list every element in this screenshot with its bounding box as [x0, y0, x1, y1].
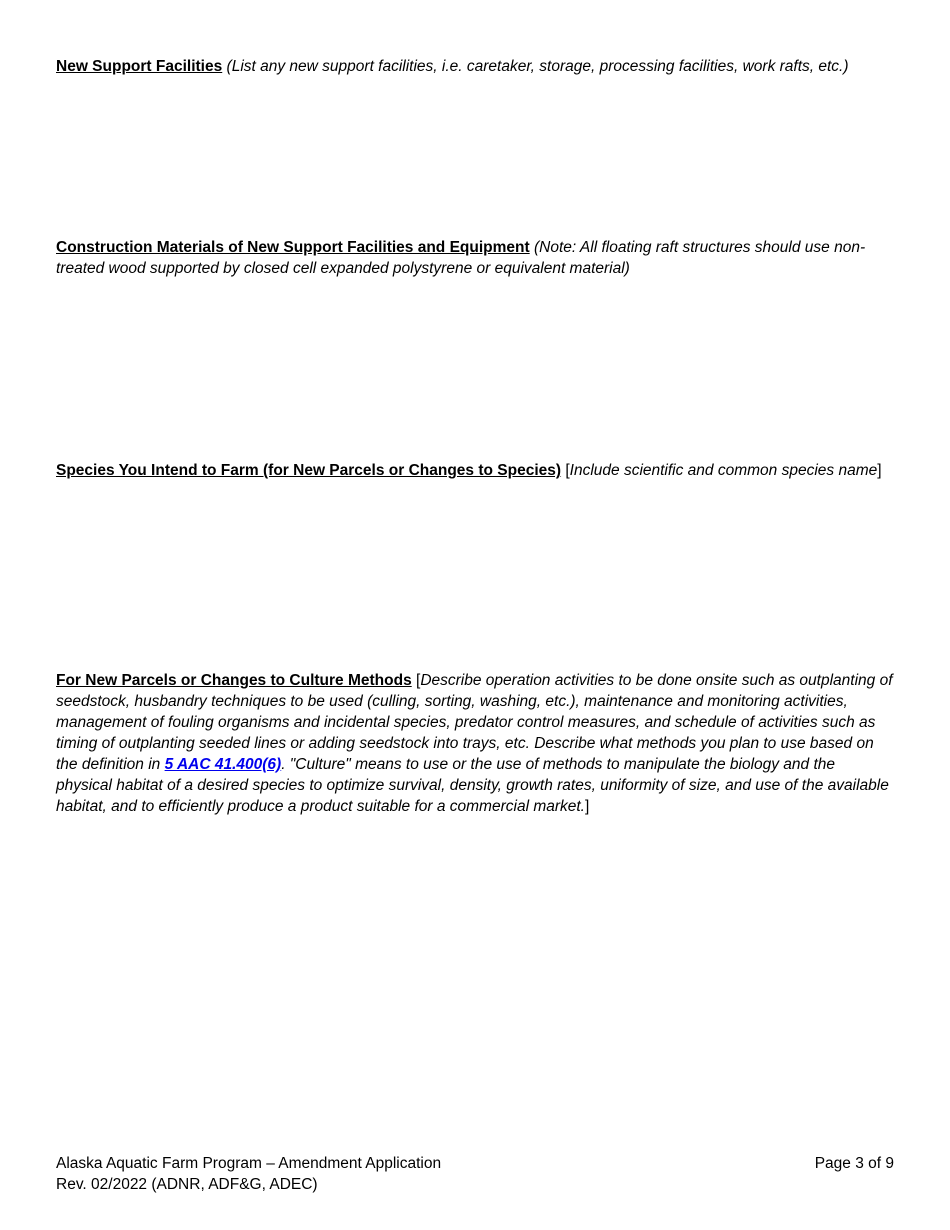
- section-culture-methods: [56, 670, 894, 817]
- footer-page-number: Page 3 of 9: [814, 1155, 894, 1172]
- note-construction-materials: (Note: All floating raft structures should use non-treated wood supported by closed cell expanded polystyrene or equivalent material): [56, 239, 866, 277]
- footer-revision: Rev. 02/2022 (ADNR, ADF&G, ADEC): [56, 1176, 318, 1193]
- species-bracket-close: ]: [877, 462, 882, 479]
- heading-species: Species You Intend to Farm (for New Parcels or Changes to Species): [56, 462, 562, 479]
- heading-new-support-facilities: New Support Facilities: [56, 58, 223, 75]
- note-species: Include scientific and common species name: [569, 462, 878, 479]
- regulation-link-5-aac-41-400-6[interactable]: 5 AAC 41.400(6): [164, 756, 282, 773]
- note-culture-methods-part2: . "Culture" means to use or the use of methods to manipulate the biology and the physical habitat of a desired species to optimize survival, density, growth rates, uniformity of size, and use of the available habitat, and to efficiently produce a product suitable for a commercial market.: [56, 756, 889, 815]
- footer-program-title: Alaska Aquatic Farm Program – Amendment Application: [56, 1155, 442, 1172]
- section-species: [56, 460, 894, 481]
- footer-left: [56, 1153, 441, 1195]
- heading-construction-materials: Construction Materials of New Support Facilities and Equipment: [56, 239, 530, 256]
- note-new-support-facilities: (List any new support facilities, i.e. caretaker, storage, processing facilities, work rafts, etc.): [226, 58, 849, 75]
- note-culture-methods-part1: Describe operation activities to be done onsite such as outplanting of seedstock, husbandry techniques to be used (culling, sorting, washing, etc.), maintenance and monitoring activities, management of fouling organisms and incidental species, predator control measures, and schedule of activities such as timing of outplanting seeded lines or adding seedstock into trays, etc. Describe what methods you plan to use based on the definition in: [56, 672, 893, 773]
- species-bracket-open: [: [565, 462, 570, 479]
- culture-bracket-open: [: [416, 672, 421, 689]
- section-new-support-facilities: [56, 56, 894, 77]
- section-construction-materials: [56, 237, 894, 279]
- heading-culture-methods: For New Parcels or Changes to Culture Methods: [56, 672, 412, 689]
- culture-bracket-close: ]: [585, 798, 590, 815]
